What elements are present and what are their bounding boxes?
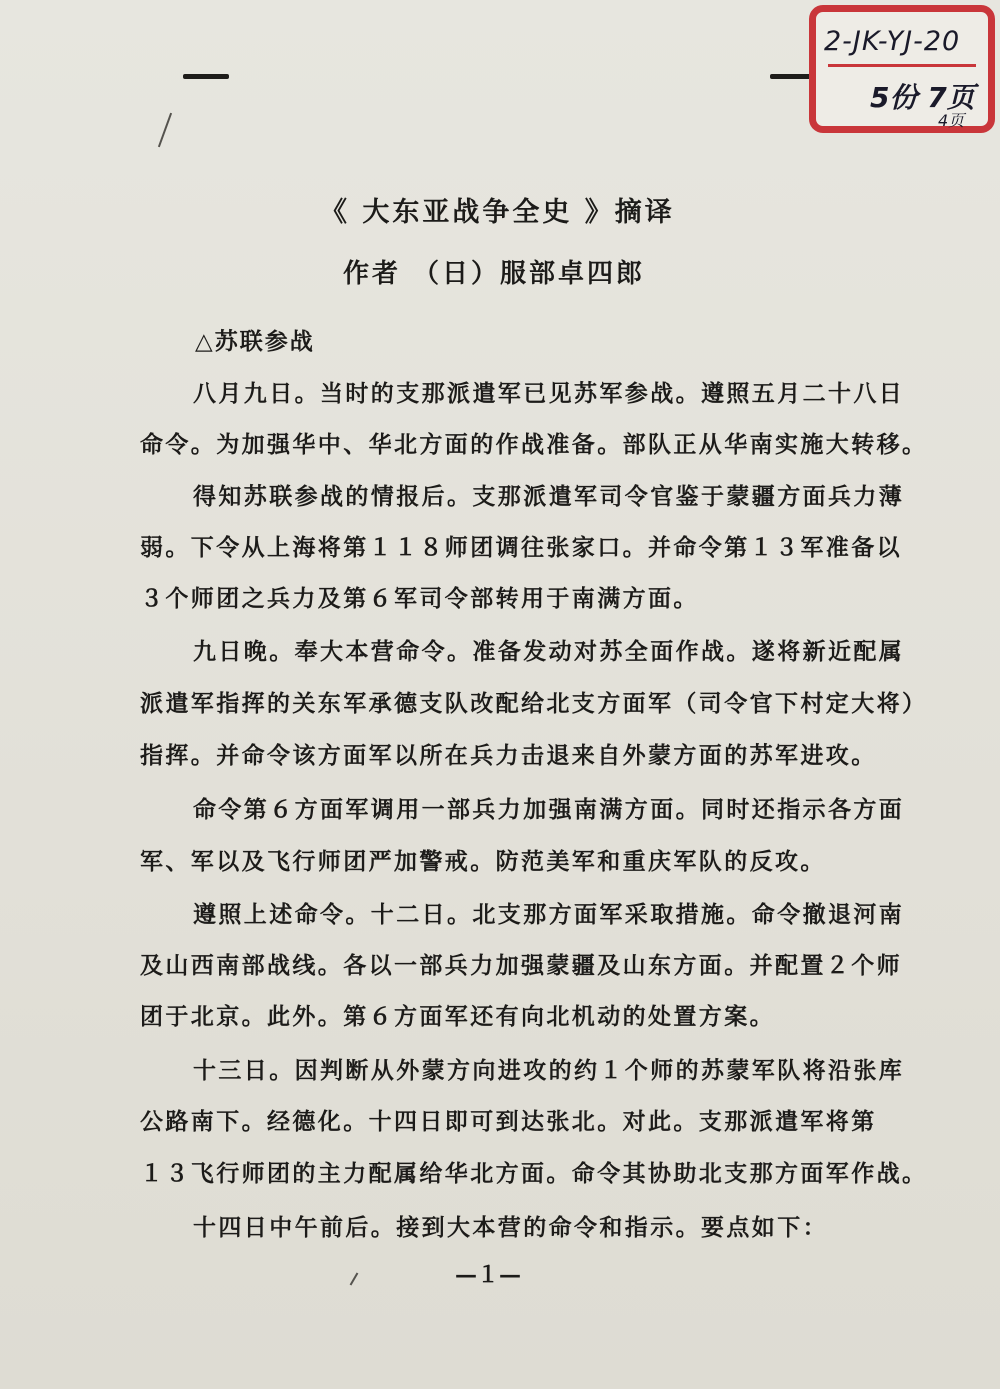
text-line: 弱。下令从上海将第１１８师团调往张家口。并命令第１３军准备以 bbox=[140, 534, 902, 561]
text-line: 八月九日。当时的支那派遣军已见苏军参战。遵照五月二十八日 bbox=[193, 380, 905, 407]
stamp-pages: 5份 7页 bbox=[870, 81, 975, 114]
pencil-mark bbox=[350, 1272, 359, 1285]
text-line: 九日晚。奉大本营命令。准备发动对苏全面作战。遂将新近配属 bbox=[193, 638, 905, 665]
text-line: 十三日。因判断从外蒙方向进攻的约１个师的苏蒙军队将沿张库 bbox=[193, 1057, 905, 1084]
document-author: 作者 （日）服部卓四郎 bbox=[343, 259, 646, 289]
text-line: 十四日中午前后。接到大本营的命令和指示。要点如下： bbox=[193, 1214, 828, 1241]
text-line: 得知苏联参战的情报后。支那派遣军司令官鉴于蒙疆方面兵力薄 bbox=[193, 483, 905, 510]
text-line: 公路南下。经德化。十四日即可到达张北。对此。支那派遣军将第 bbox=[140, 1108, 877, 1135]
text-line: 指挥。并命令该方面军以所在兵力击退来自外蒙方面的苏军进攻。 bbox=[140, 742, 877, 769]
stamp-code: 2-JK-YJ-20 bbox=[824, 26, 961, 57]
pencil-mark bbox=[158, 113, 172, 148]
binding-mark-right bbox=[770, 74, 814, 79]
text-line: １３飞行师团的主力配属给华北方面。命令其协助北支那方面军作战。 bbox=[140, 1160, 928, 1187]
text-line: 军、军以及飞行师团严加警戒。防范美军和重庆军队的反攻。 bbox=[140, 848, 826, 875]
binding-mark-left bbox=[183, 74, 229, 79]
document-title: 《 大东亚战争全史 》摘译 bbox=[320, 197, 675, 228]
text-line: 团于北京。此外。第６方面军还有向北机动的处置方案。 bbox=[140, 1003, 775, 1030]
stamp-pages-extra: 4页 bbox=[938, 111, 965, 130]
text-line: 命令第６方面军调用一部兵力加强南满方面。同时还指示各方面 bbox=[193, 796, 905, 823]
text-line: 及山西南部战线。各以一部兵力加强蒙疆及山东方面。并配置２个师 bbox=[140, 952, 902, 979]
archive-stamp bbox=[809, 5, 995, 133]
text-line: 派遣军指挥的关东军承德支队改配给北支方面军（司令官下村定大将） bbox=[140, 690, 928, 717]
text-line: 遵照上述命令。十二日。北支那方面军采取措施。命令撤退河南 bbox=[193, 901, 905, 928]
text-line: 命令。为加强华中、华北方面的作战准备。部队正从华南实施大转移。 bbox=[140, 431, 928, 458]
text-line: ３个师团之兵力及第６军司令部转用于南满方面。 bbox=[140, 585, 699, 612]
section-heading: △苏联参战 bbox=[195, 328, 315, 355]
stamp-divider bbox=[828, 64, 976, 67]
page-number: —１— bbox=[455, 1262, 522, 1288]
